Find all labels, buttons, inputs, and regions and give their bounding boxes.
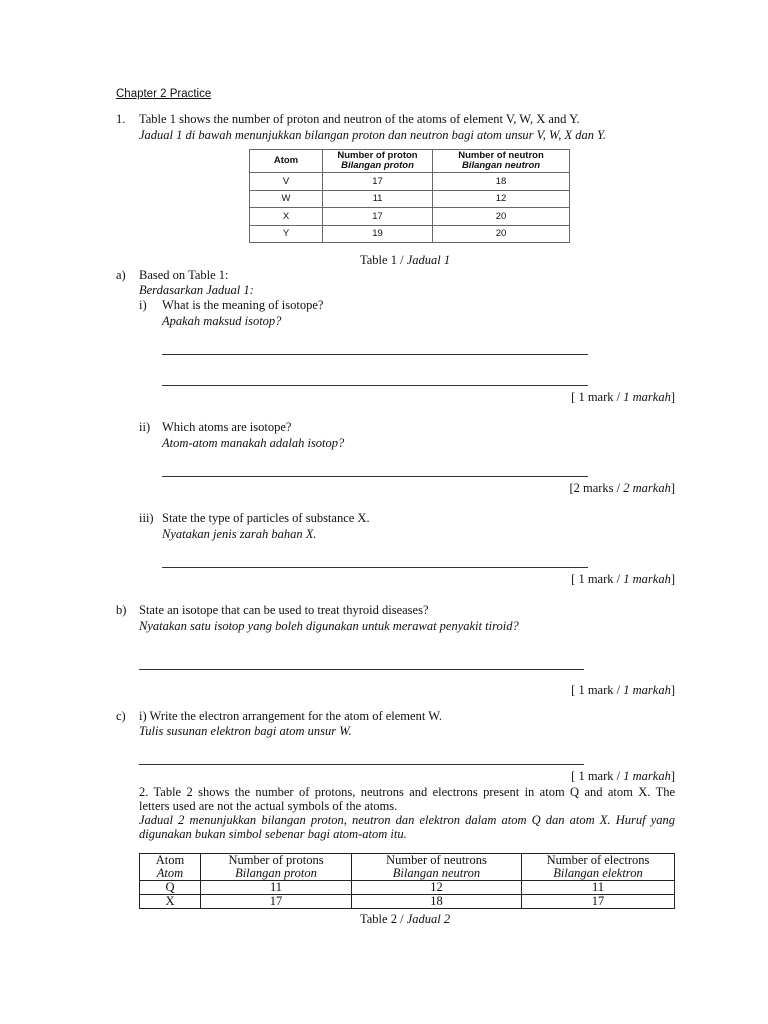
part-a-i-marks: [ 1 mark / 1 markah] [571,390,675,404]
chapter-title: Chapter 2 Practice [116,88,212,100]
part-a-iii-label: iii) [139,511,154,525]
part-c-question-en: i) Write the electron arrangement for the atom of element W. [139,709,442,723]
part-a-ii-label: ii) [139,420,151,434]
part-a-iii-question-ms: Nyatakan jenis zarah bahan X. [162,527,317,541]
q2-intro-en-line1: 2. Table 2 shows the number of protons, neutrons and electrons present in atom Q and atom X. The [139,785,675,799]
table-row: X 17 18 17 [140,895,675,909]
part-b-marks: [ 1 mark / 1 markah] [571,683,675,697]
part-a-intro-en: Based on Table 1: [139,268,229,282]
table-2 [139,853,675,909]
answer-line[interactable] [139,669,584,670]
part-a-i-question-ms: Apakah maksud isotop? [162,314,282,328]
table-row: V 17 18 [250,173,570,191]
q2-intro-ms-line1: Jadual 2 menunjukkan bilangan proton, neutron dan elektron dalam atom Q dan atom X. Huruf yang [139,813,675,827]
table-2-caption: Table 2 / Jadual 2 [360,912,451,926]
table-1-header-atom: Atom [250,150,323,173]
q2-intro-en-line2: letters used are not the actual symbols of the atoms. [139,799,398,813]
part-a-i-question-en: What is the meaning of isotope? [162,298,324,312]
table-row: W 11 12 [250,190,570,208]
part-a-i-label: i) [139,298,147,312]
table-1-header-proton: Number of proton Bilangan proton [323,150,433,173]
part-b-question-en: State an isotope that can be used to treat thyroid diseases? [139,603,429,617]
table-1-caption: Table 1 / Jadual 1 [360,253,451,267]
q1-intro-ms: Jadual 1 di bawah menunjukkan bilangan proton dan neutron bagi atom unsur V, W, X dan Y. [139,128,607,142]
answer-line[interactable] [162,476,588,477]
table-2-header-neutrons: Number of neutrons Bilangan neutron [352,854,522,881]
part-b-label: b) [116,603,127,617]
part-c-label: c) [116,709,126,723]
part-a-iii-question-en: State the type of particles of substance X. [162,511,370,525]
q2-intro-ms-line2: digunakan bukan simbol sebenar bagi atom-atom itu. [139,827,407,841]
part-a-intro-ms: Berdasarkan Jadual 1: [139,283,254,297]
answer-line[interactable] [162,567,588,568]
q1-number: 1. [116,112,126,126]
answer-line[interactable] [139,764,584,765]
part-b-question-ms: Nyatakan satu isotop yang boleh digunakan untuk merawat penyakit tiroid? [139,619,519,633]
table-2-header-row [140,854,675,881]
table-1-header-neutron: Number of neutron Bilangan neutron [433,150,570,173]
part-a-ii-question-en: Which atoms are isotope? [162,420,292,434]
table-2-header-protons: Number of protons Bilangan proton [201,854,352,881]
q1-intro-en: Table 1 shows the number of proton and neutron of the atoms of element V, W, X and Y. [139,112,580,126]
part-a-ii-marks: [2 marks / 2 markah] [569,481,675,495]
part-a-label: a) [116,268,126,282]
table-row: Q 11 12 11 [140,881,675,895]
part-c-marks: [ 1 mark / 1 markah] [571,769,675,783]
table-2-header-atom: Atom Atom [140,854,201,881]
part-a-ii-question-ms: Atom-atom manakah adalah isotop? [162,436,345,450]
part-a-iii-marks: [ 1 mark / 1 markah] [571,572,675,586]
part-c-question-ms: Tulis susunan elektron bagi atom unsur W. [139,724,352,738]
table-row: X 17 20 [250,208,570,226]
answer-line[interactable] [162,385,588,386]
answer-line[interactable] [162,354,588,355]
table-2-header-electrons: Number of electrons Bilangan elektron [522,854,675,881]
table-row: Y 19 20 [250,225,570,243]
table-1 [249,149,570,243]
table-1-header-row [250,150,570,173]
